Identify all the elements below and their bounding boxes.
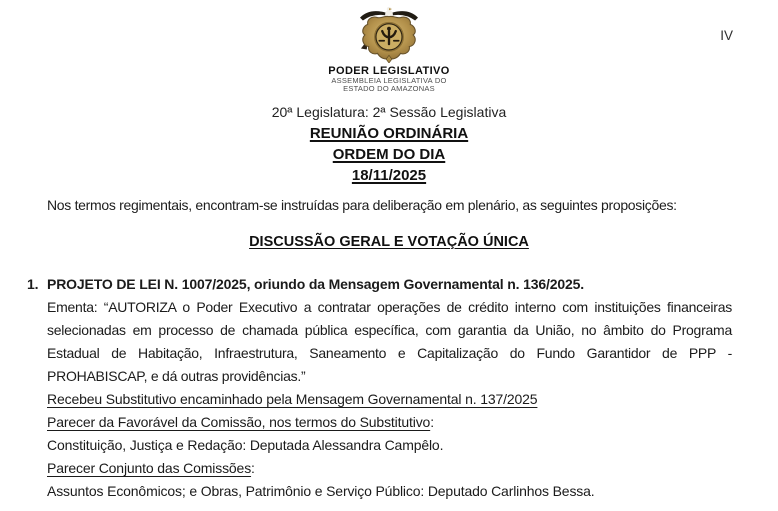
parecer2-colon: : [251,460,255,476]
item-parecer1-body: Constituição, Justiça e Redação: Deputada Alessandra Campêlo. [47,437,444,453]
item-parecer1-title: Parecer da Favorável da Comissão, nos termos do Substitutivo: [47,414,434,430]
page-number: IV [720,28,733,43]
agenda-date: 18/11/2025 [351,167,427,184]
document-heading-group [0,102,778,186]
coat-of-arms-icon [353,5,425,63]
org-subtitle-line2: ESTADO DO AMAZONAS [343,84,435,93]
logo-block [0,5,778,93]
item-parecer2-body: Assuntos Econômicos; e Obras, Patrimônio e Serviço Público: Deputado Carlinhos Bessa. [47,483,595,499]
org-name: PODER LEGISLATIVO [328,65,450,77]
item-title: PROJETO DE LEI N. 1007/2025, oriundo da Mensagem Governamental n. 136/2025. [47,276,585,292]
agenda-item-1 [27,273,732,503]
intro-paragraph: Nos termos regimentais, encontram-se instruídas para deliberação em plenário, as seguintes proposições: [47,197,677,213]
item-parecer2-title: Parecer Conjunto das Comissões: [47,460,255,476]
legislature-line: 20ª Legislatura: 2ª Sessão Legislativa [271,104,507,120]
meeting-type-title: REUNIÃO ORDINÁRIA [309,125,469,142]
org-subtitle-line1: ASSEMBLEIA LEGISLATIVA DO [331,76,447,85]
agenda-title: ORDEM DO DIA [332,146,446,163]
parecer1-colon: : [430,414,434,430]
item-ementa: Ementa: “AUTORIZA o Poder Executivo a contratar operações de crédito interno com instituições financeiras selecionadas em processo de chamada pública específica, com garantia da União, no âmbito do Programa Estadual de Habitação, Infraestrutura, Saneamento e Capitalização do Fundo Garantidor de PPP - PROHABISCAP, e dá outras providências.” [47,299,732,384]
item-substitutivo: Recebeu Substitutivo encaminhado pela Mensagem Governamental n. 137/2025 [47,391,538,407]
item-number: 1. [27,276,39,292]
section-title: DISCUSSÃO GERAL E VOTAÇÃO ÚNICA [249,234,529,250]
